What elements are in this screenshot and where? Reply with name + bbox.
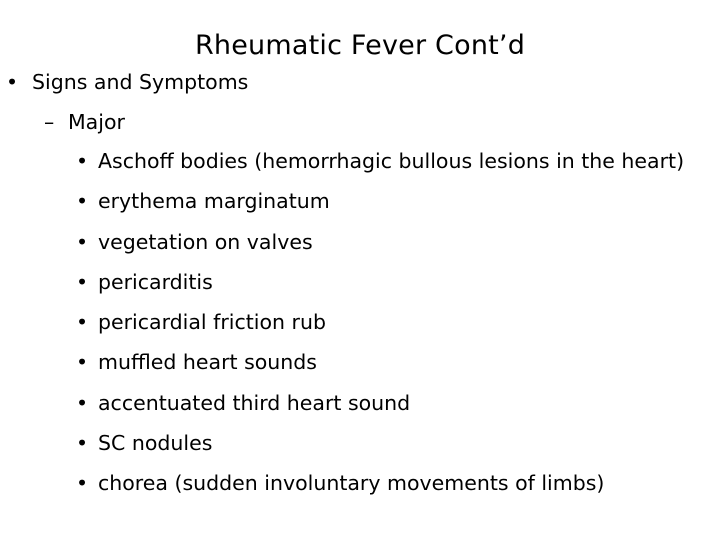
bullet-icon: • — [76, 350, 89, 375]
list-item-text: vegetation on valves — [98, 229, 313, 254]
list-item — [74, 389, 714, 418]
slide-title: Rheumatic Fever Cont’d — [194, 30, 526, 61]
list-item-text: chorea (sudden involuntary movements of limbs) — [98, 471, 605, 496]
bullet-icon: • — [76, 269, 89, 294]
bullet-icon: • — [6, 70, 19, 94]
list-item — [74, 308, 714, 337]
bullet-icon: • — [76, 310, 89, 335]
list-item-text: Aschoff bodies (hemorrhagic bullous lesions in the heart) — [98, 149, 685, 173]
dash-icon: – — [44, 110, 55, 134]
bullet-icon: • — [76, 431, 89, 456]
bullet-icon: • — [76, 471, 89, 496]
bullet-level2 — [44, 108, 125, 136]
list-item — [74, 268, 714, 297]
list-item-text: SC nodules — [98, 431, 213, 456]
bullet-level1 — [6, 68, 248, 96]
list-item — [74, 187, 714, 216]
symptom-list — [74, 147, 714, 510]
list-item-text: accentuated third heart sound — [98, 390, 411, 415]
bullet-icon: • — [76, 149, 89, 173]
list-item — [74, 348, 714, 377]
list-item-text: erythema marginatum — [98, 189, 330, 214]
list-item-text: muffled heart sounds — [98, 350, 317, 375]
list-item — [74, 228, 714, 257]
bullet-icon: • — [76, 390, 89, 415]
list-item-text: pericarditis — [98, 269, 213, 294]
list-item — [74, 147, 714, 176]
bullet-icon: • — [76, 229, 89, 254]
list-item-text: pericardial friction rub — [98, 310, 326, 335]
list-item — [74, 429, 714, 458]
list-item — [74, 469, 714, 498]
bullet-level1-text: Signs and Symptoms — [32, 70, 249, 94]
bullet-icon: • — [76, 189, 89, 214]
bullet-level2-text: Major — [68, 110, 125, 134]
